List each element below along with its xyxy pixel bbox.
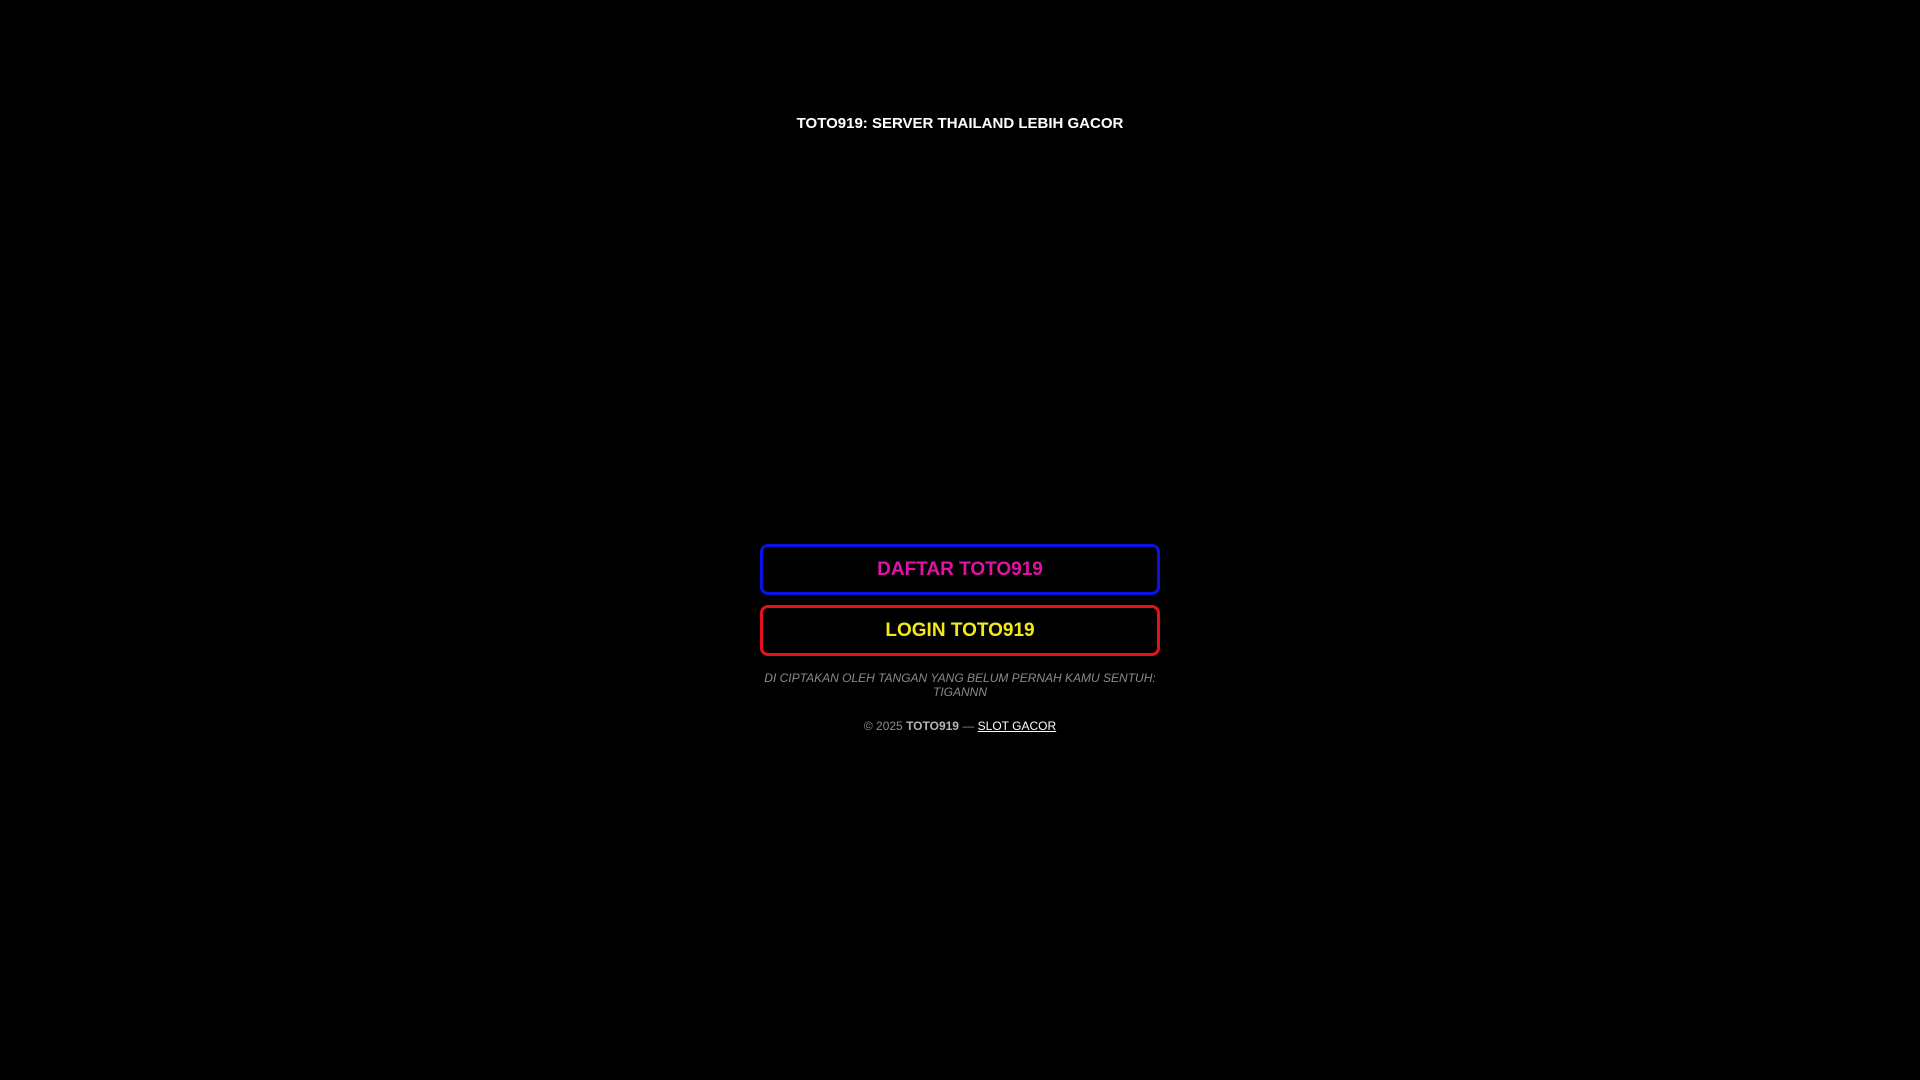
footer [0, 718, 1920, 734]
tagline: DI CIPTAKAN OLEH TANGAN YANG BELUM PERNAH KAMU SENTUH: TIGANNN [764, 671, 1156, 699]
page-title: TOTO919: SERVER THAILAND LEBIH GACOR [796, 115, 1124, 132]
daftar-button[interactable]: DAFTAR TOTO919 [760, 544, 1160, 595]
slot-gacor-link[interactable]: SLOT GACOR [977, 719, 1057, 733]
footer-copyright: © 2025 [863, 719, 903, 733]
footer-separator: — [962, 719, 975, 733]
login-button[interactable]: LOGIN TOTO919 [760, 605, 1160, 656]
footer-brand: TOTO919 [906, 719, 959, 733]
